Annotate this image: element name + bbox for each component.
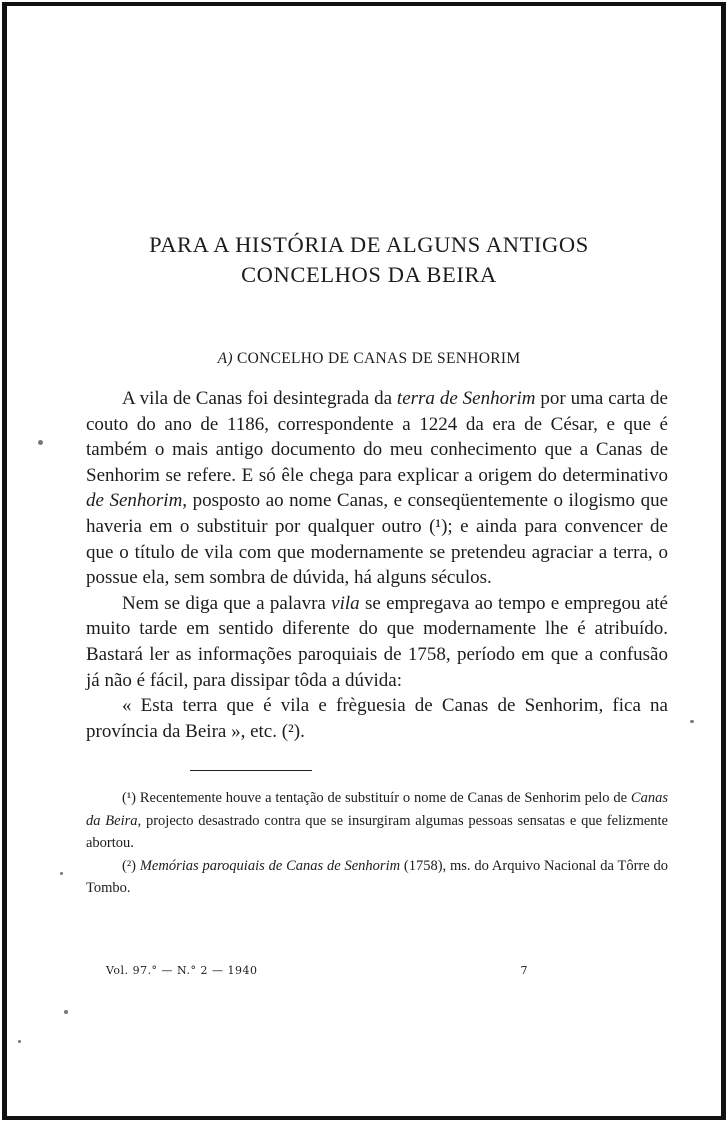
- section-heading: [70, 350, 668, 368]
- scan-speck: [38, 440, 43, 445]
- scan-speck: [18, 1040, 21, 1043]
- scan-speck: [690, 720, 694, 723]
- article-title: [70, 230, 668, 290]
- section-label: A): [217, 350, 233, 367]
- paragraph-1: A vila de Canas foi desintegrada da terra de Senhorim por uma carta de couto do ano de 1186, correspondente a 1224 da era de César, e que é também o mais antigo documento do meu conhecimento que a Canas de Senhorim se refere. E só êle chega para explicar a origem do determinativo de Senhorim, posposto ao nome Canas, e conseqüentemente o ilogismo que haveria em o substituir por qualquer outro (¹); e ainda para convencer de que o título de vila com que modernamente se pretendeu agraciar a terra, o possue ela, sem sombra de dúvida, há alguns séculos.: [86, 388, 668, 589]
- page-number: 7: [520, 964, 528, 977]
- volume-info: Vol. 97.° — N.° 2 — 1940: [106, 964, 258, 977]
- paragraph-2: Nem se diga que a palavra vila se empregava ao tempo e empregou até muito tarde em sentido diferente do que modernamente lhe é atribuído. Bastará ler as informações paroquiais de 1758, período em que a confusão já não é fácil, para dissipar tôda a dúvida:: [86, 592, 668, 691]
- document-page: [70, 230, 668, 900]
- title-line-2: CONCELHOS DA BEIRA: [241, 262, 497, 287]
- body-text: [70, 386, 668, 744]
- paragraph-3-quote: « Esta terra que é vila e frèguesia de Canas de Senhorim, fica na província da Beira », etc. (²).: [86, 695, 668, 742]
- scan-speck: [64, 1010, 68, 1014]
- section-title: CONCELHO DE CANAS DE SENHORIM: [237, 350, 521, 367]
- title-line-1: PARA A HISTÓRIA DE ALGUNS ANTIGOS: [149, 232, 589, 257]
- footnote-2: (²) Memórias paroquiais de Canas de Senhorim (1758), ms. do Arquivo Nacional da Tôrre do Tombo.: [86, 857, 668, 897]
- footnotes: [70, 787, 668, 900]
- scan-speck: [60, 872, 63, 875]
- footnote-divider: [190, 770, 312, 771]
- page-footer: [106, 964, 528, 977]
- footnote-1: (¹) Recentemente houve a tentação de substituír o nome de Canas de Senhorim pelo de Canas da Beira, projecto desastrado contra que se insurgiram algumas pessoas sensatas e que felizmente abortou.: [86, 790, 668, 852]
